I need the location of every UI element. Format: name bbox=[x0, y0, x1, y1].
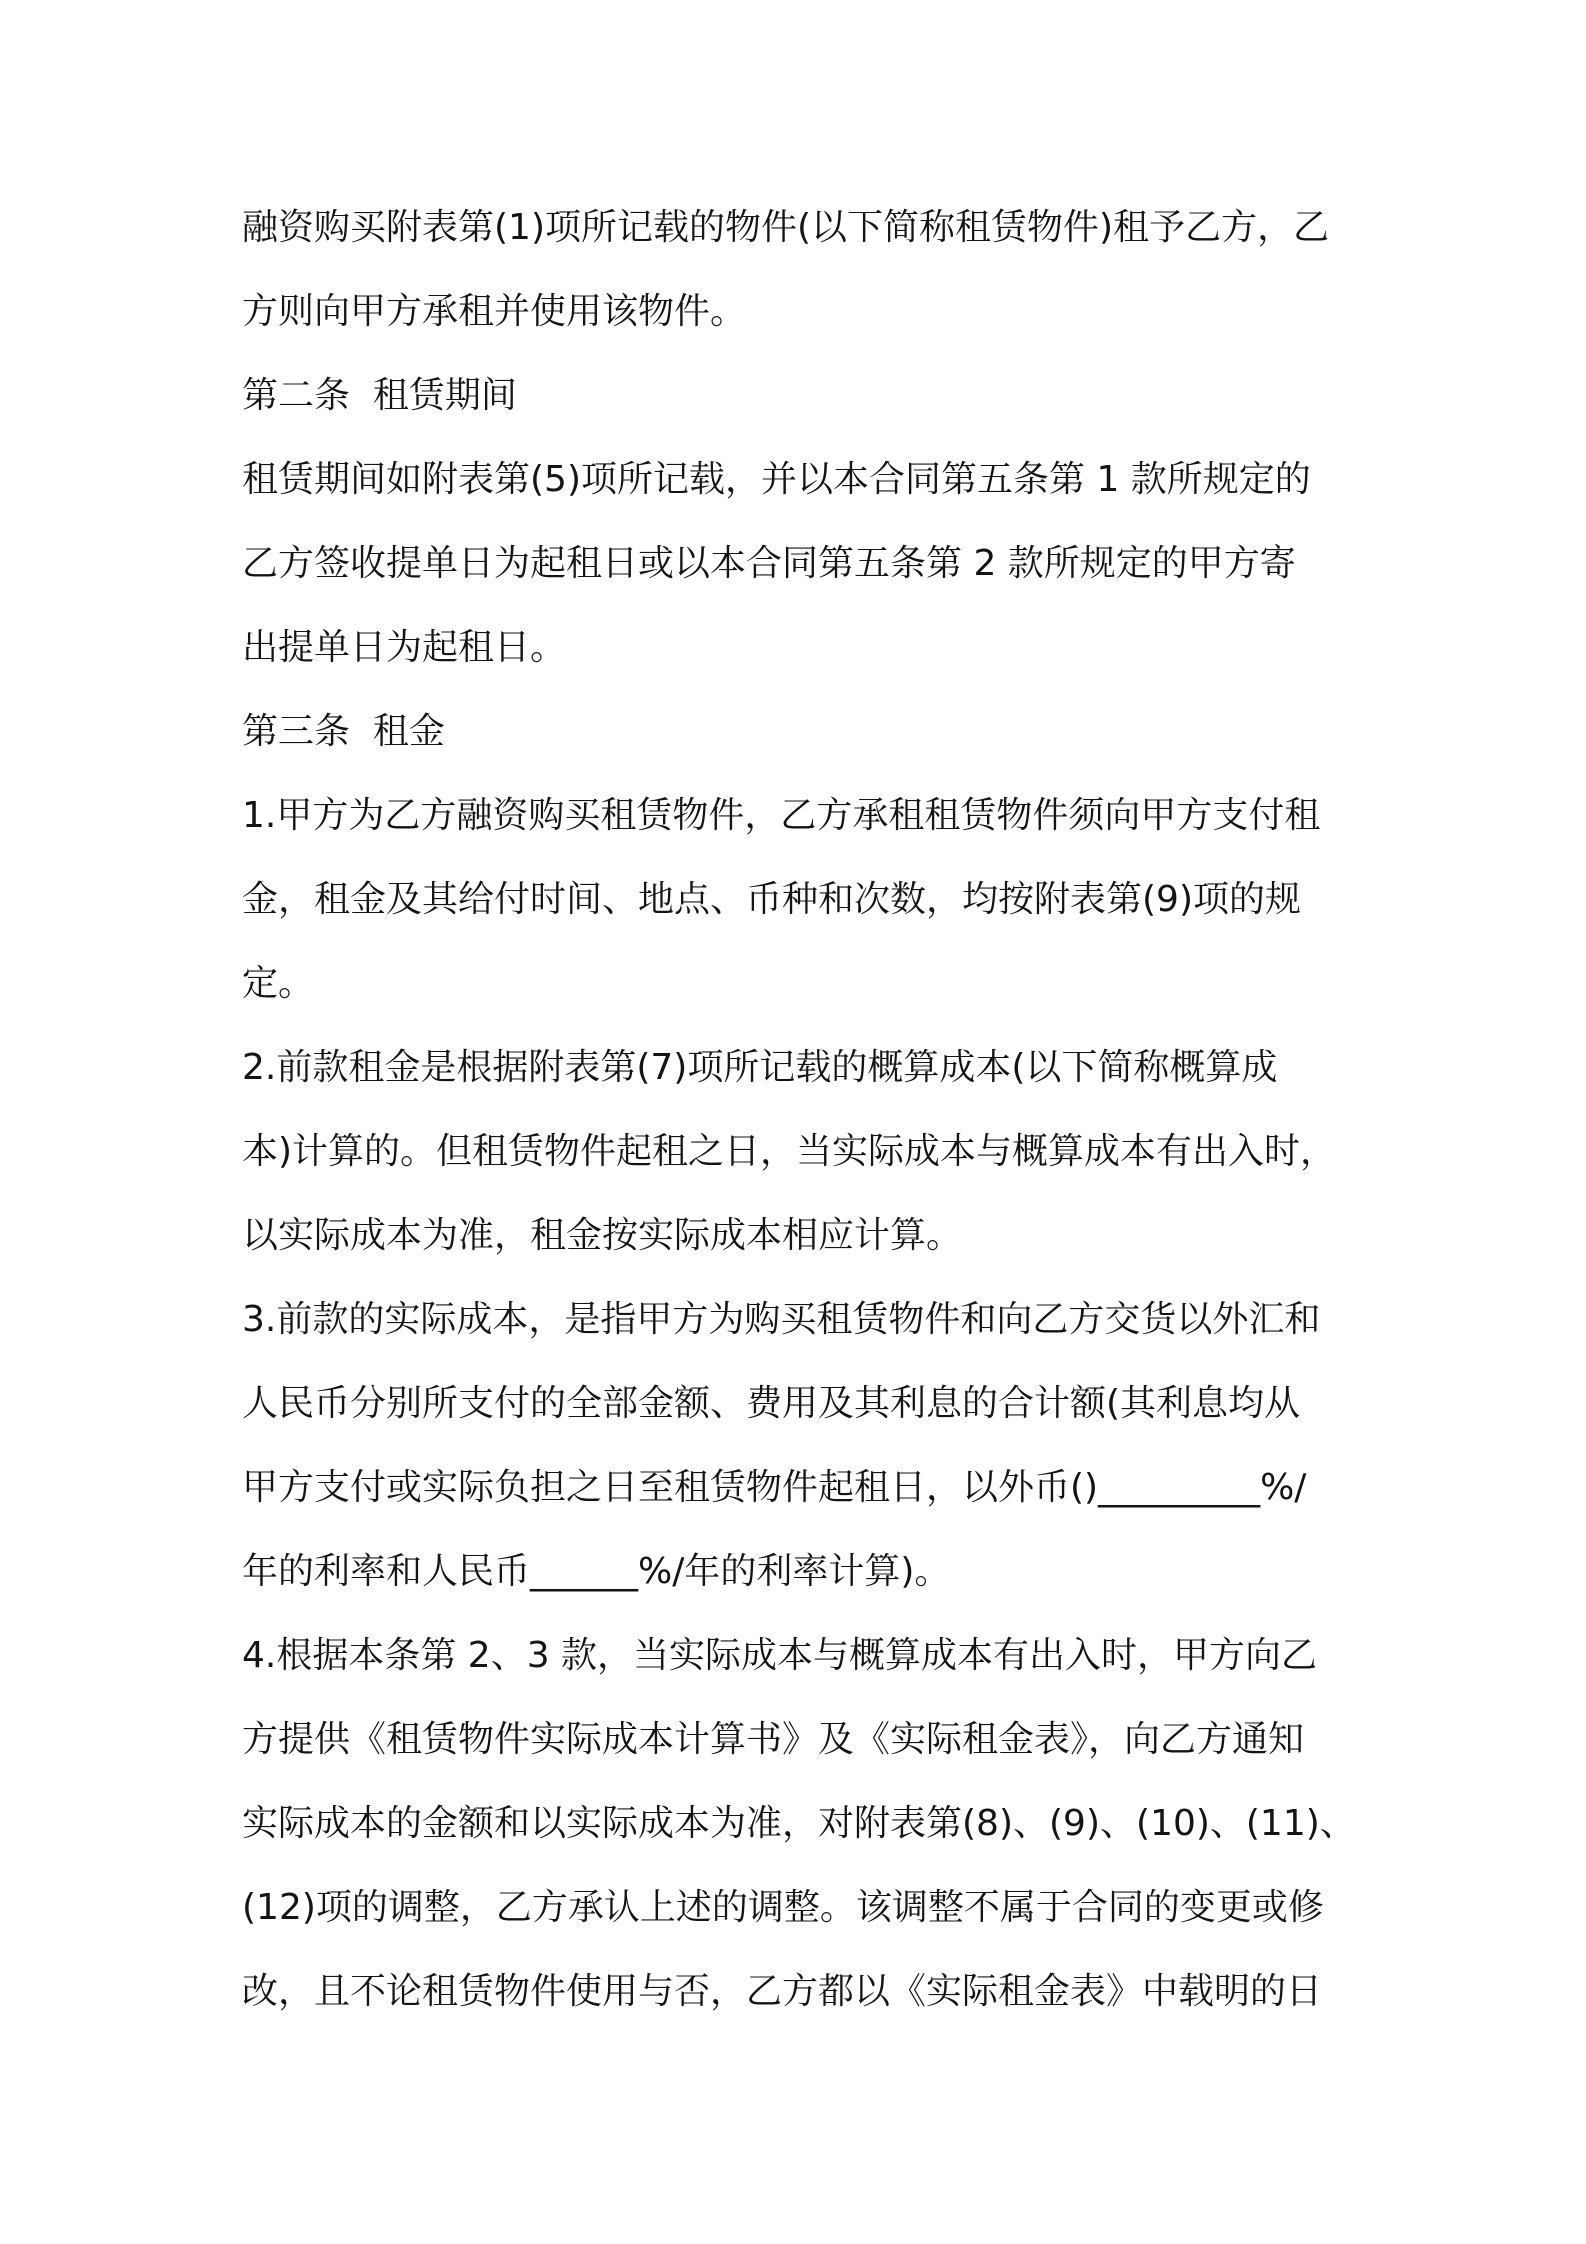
text-line: 融资购买附表第(1)项所记载的物件(以下简称租赁物件)租予乙方，乙 bbox=[242, 207, 1330, 248]
text-line: 方则向甲方承租并使用该物件。 bbox=[242, 291, 747, 332]
text-line: 年的利率和人民币______%/年的利率计算)。 bbox=[242, 1551, 951, 1592]
text-line: 4.根据本条第 2、3 款，当实际成本与概算成本有出入时，甲方向乙 bbox=[242, 1635, 1318, 1676]
text-line: 甲方支付或实际负担之日至租赁物件起租日，以外币()_________%/ bbox=[242, 1467, 1307, 1508]
article-heading: 第三条 租金 bbox=[242, 711, 445, 752]
text-line: 以实际成本为准，租金按实际成本相应计算。 bbox=[242, 1215, 963, 1256]
text-line: 方提供《租赁物件实际成本计算书》及《实际租金表》，向乙方通知 bbox=[242, 1719, 1305, 1760]
clause-3 bbox=[242, 1278, 1372, 1614]
text-line: 3.前款的实际成本，是指甲方为购买租赁物件和向乙方交货以外汇和 bbox=[242, 1299, 1321, 1340]
text-line: 2.前款租金是根据附表第(7)项所记载的概算成本(以下简称概算成 bbox=[242, 1047, 1278, 1088]
text-line: 乙方签收提单日为起租日或以本合同第五条第 2 款所规定的甲方寄 bbox=[242, 543, 1296, 584]
article-2-lease-period bbox=[242, 354, 1372, 690]
text-line: 本)计算的。但租赁物件起租之日，当实际成本与概算成本有出入时， bbox=[242, 1131, 1337, 1172]
clause-1 bbox=[242, 774, 1372, 1026]
text-line: 定。 bbox=[242, 963, 315, 1004]
clause-4 bbox=[242, 1614, 1372, 2034]
article-heading: 第二条 租赁期间 bbox=[242, 375, 517, 416]
text-line: 出提单日为起租日。 bbox=[242, 627, 567, 668]
paragraph-lease-object bbox=[242, 186, 1372, 354]
text-line: 实际成本的金额和以实际成本为准，对附表第(8)、(9)、(10)、(11)、 bbox=[242, 1803, 1356, 1844]
text-line: 租赁期间如附表第(5)项所记载，并以本合同第五条第 1 款所规定的 bbox=[242, 459, 1311, 500]
clause-2 bbox=[242, 1026, 1372, 1278]
text-line: 金，租金及其给付时间、地点、币种和次数，均按附表第(9)项的规 bbox=[242, 879, 1301, 920]
text-line: (12)项的调整，乙方承认上述的调整。该调整不属于合同的变更或修 bbox=[242, 1887, 1324, 1928]
text-line: 改，且不论租赁物件使用与否，乙方都以《实际租金表》中载明的日 bbox=[242, 1971, 1323, 2012]
document-body bbox=[242, 186, 1372, 2034]
text-line: 人民币分别所支付的全部金额、费用及其利息的合计额(其利息均从 bbox=[242, 1383, 1301, 1424]
text-line: 1.甲方为乙方融资购买租赁物件，乙方承租租赁物件须向甲方支付租 bbox=[242, 795, 1321, 836]
article-3-rent bbox=[242, 690, 1372, 2034]
